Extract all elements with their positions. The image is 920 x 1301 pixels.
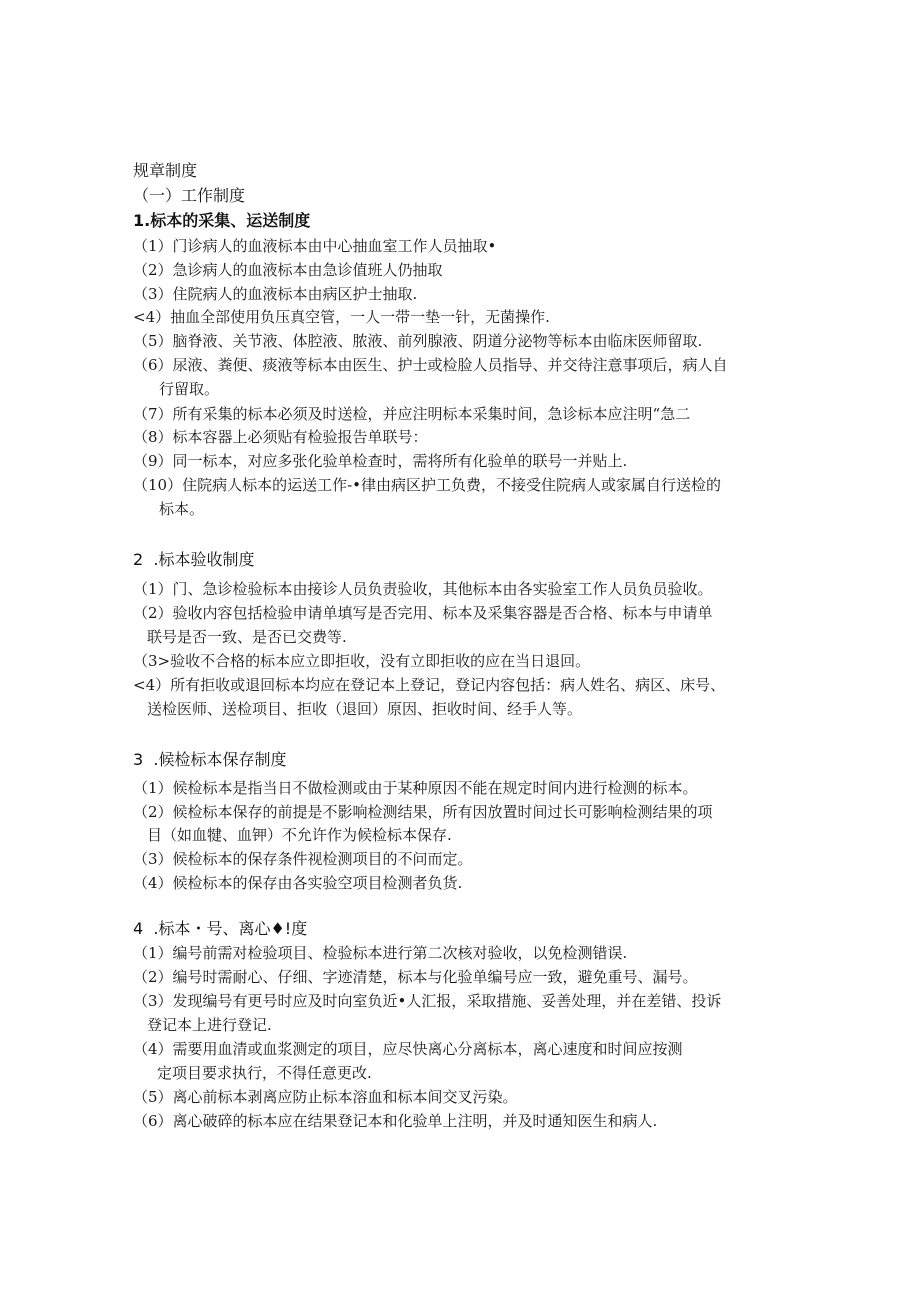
paragraph-line: （3）发现编号有更号时应及时向室负近•人汇报，采取措施、妥善处理，并在差错、投诉 <box>133 992 722 1010</box>
paragraph-line: 联号是否一致、是否已交费等. <box>147 628 347 646</box>
paragraph-line: （1）编号前需对检验项目、检验标本进行第二次核对验收，以免检测错误. <box>133 944 628 962</box>
paragraph-line: 定项目要求执行，不得任意更改. <box>157 1064 372 1082</box>
paragraph-line: （4）需要用血清或血浆测定的项目，应尽快离心分离标本，离心速度和时间应按测 <box>133 1040 683 1058</box>
paragraph-line: （5）脑脊液、关节液、体腔液、脓液、前列腺液、阴道分泌物等标本由临床医师留取. <box>133 332 703 350</box>
paragraph-line: （1）候检标本是指当日不做检测或由于某种原因不能在规定时间内进行检测的标本。 <box>133 779 698 797</box>
paragraph-line: 标本。 <box>159 500 205 518</box>
subsection-heading-2: 2 .标本验收制度 <box>133 550 255 569</box>
paragraph-line: （2）验收内容包括检验申请单填写是否完用、标本及采集容器是否合格、标本与申请单 <box>133 604 713 622</box>
paragraph-line: 登记本上进行登记. <box>147 1016 272 1034</box>
paragraph-line: （2）急诊病人的血液标本由急诊值班人仍抽取 <box>133 261 443 279</box>
paragraph-line: （1）门诊病人的血液标本由中心抽血室工作人员抽取• <box>133 237 497 255</box>
paragraph-line: 目（如血犍、血钾）不允许作为候检标本保存. <box>147 826 452 844</box>
paragraph-line: （3）候检标本的保存条件视检测项目的不问而定。 <box>133 850 473 868</box>
subsection-heading-3: 3 .候检标本保存制度 <box>133 750 287 769</box>
section-heading: （一）工作制度 <box>133 186 246 205</box>
paragraph-line: 送检医师、送检项目、拒收（退回）原因、拒收时间、经手人等。 <box>147 700 583 718</box>
paragraph-line: （3）住院病人的血液标本由病区护士抽取. <box>133 285 418 303</box>
paragraph-line: （4）候检标本的保存由各实验空项目检测者负货. <box>133 874 463 892</box>
subsection-heading-1: 1.标本的采集、运送制度 <box>133 211 311 230</box>
paragraph-line: <4）抽血全部使用负压真空管，一人一带一垫一针，无菌操作. <box>133 308 550 326</box>
paragraph-line: （3>验收不合格的标本应立即拒收，没有立即拒收的应在当日退回。 <box>133 652 591 670</box>
paragraph-line: 行留取。 <box>159 380 220 398</box>
paragraph-line: （10）住院病人标本的运送工作-•律由病区护工负费，不接受住院病人或家属自行送检的 <box>133 476 722 494</box>
paragraph-line: （8）标本容器上必须贴有检验报告单联号： <box>133 428 428 446</box>
paragraph-line: （6）尿液、粪便、痰液等标本由医生、护士或检脸人员指导、并交待注意事项后，病人自 <box>133 356 728 374</box>
subsection-heading-4: 4 .标本・号、离心♦!度 <box>133 919 308 938</box>
paragraph-line: （6）离心破碎的标本应在结果登记本和化验单上注明，并及时通知医生和病人. <box>133 1112 658 1130</box>
paragraph-line: （2）编号时需耐心、仔细、字迹清楚，标本与化验单编号应一致，避免重号、漏号。 <box>133 968 698 986</box>
paragraph-line: （5）离心前标本剥离应防止标本溶血和标本间交叉污染。 <box>133 1088 518 1106</box>
doc-title: 规章制度 <box>133 161 198 180</box>
paragraph-line: （9）同一标本，对应多张化验单检查时，需将所有化验单的联号一并贴上. <box>133 452 628 470</box>
paragraph-line: <4）所有拒收或退回标本均应在登记本上登记，登记内容包括：病人姓名、病区、床号、 <box>133 676 726 694</box>
paragraph-line: （1）门、急诊检验标本由接诊人员负责验收，其他标本由各实验室工作人员负员验收。 <box>133 580 713 598</box>
paragraph-line: （2）候检标本保存的前提是不影响检测结果，所有因放置时间过长可影响检测结果的项 <box>133 803 713 821</box>
paragraph-line: （7）所有采集的标本必须及时送检，并应注明标本采集时间，急诊标本应注明“急二 <box>133 405 691 423</box>
